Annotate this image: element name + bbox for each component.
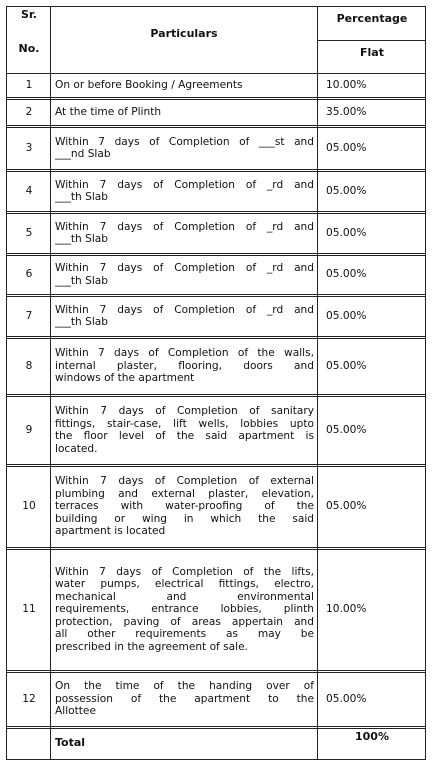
flat-header: Flat (360, 46, 384, 59)
sr-header-line1: Sr. (21, 8, 37, 21)
particulars-text: Within 7 days of Completion of ___st and ___nd Slab (55, 135, 314, 160)
percentage-value: 05.00% (326, 268, 367, 281)
particulars-text: Within 7 days of Completion of the lifts, water pumps, electrical fittings, electro, mechanical and environmental requirements, entrance lobbies, plinth protection, paving of areas appertain and all other requirements as may be prescribed in the agreement of sale. (55, 565, 314, 653)
particulars-text: On or before Booking / Agreements (55, 78, 243, 91)
sr-number: 4 (25, 184, 33, 197)
total-label: Total (55, 735, 86, 749)
particulars-text: Within 7 days of Completion of the walls, internal plaster, flooring, doors and windows of the apartment (55, 347, 314, 385)
sr-number: 6 (25, 268, 33, 281)
particulars-text: Within 7 days of Completion of _rd and ___th Slab (55, 262, 314, 287)
percentage-value: 05.00% (326, 309, 367, 322)
percentage-value: 05.00% (326, 141, 367, 154)
particulars-text: Within 7 days of Completion of external plumbing and external plaster, elevation, terraces with water-proofing of the building or wing in which the said apartment is located (55, 475, 314, 538)
percentage-value: 05.00% (326, 423, 367, 436)
percentage-value: 05.00% (326, 359, 367, 372)
sr-number: 12 (22, 692, 36, 705)
percentage-value: 05.00% (326, 184, 367, 197)
total-value: 100% (355, 730, 389, 743)
particulars-text: Within 7 days of Completion of _rd and ___th Slab (55, 303, 314, 328)
sr-number: 3 (25, 141, 33, 154)
percentage-value: 10.00% (326, 603, 367, 616)
percentage-header: Percentage (336, 12, 408, 25)
sr-header-line2: No. (18, 42, 40, 55)
particulars-text: At the time of Plinth (55, 105, 162, 118)
percentage-value: 05.00% (326, 226, 367, 239)
sr-number: 2 (25, 105, 33, 118)
sr-number: 10 (22, 500, 36, 513)
particulars-text: Within 7 days of Completion of _rd and ___th Slab (55, 178, 314, 203)
percentage-value: 35.00% (326, 105, 367, 118)
sr-number: 9 (25, 423, 33, 436)
percentage-value: 05.00% (326, 500, 367, 513)
sr-number: 1 (25, 78, 33, 91)
sr-number: 11 (22, 603, 36, 616)
particulars-text: Within 7 days of Completion of _rd and ___th Slab (55, 220, 314, 245)
particulars-text: Within 7 days of Completion of sanitary fittings, stair-case, lift wells, lobbies upto the floor level of the said apartment is located. (55, 405, 314, 455)
sr-number: 7 (25, 309, 33, 322)
particulars-text: On the time of the handing over of possession of the apartment to the Allottee (55, 680, 314, 718)
percentage-value: 05.00% (326, 692, 367, 705)
particulars-header: Particulars (150, 27, 218, 40)
percentage-value: 10.00% (326, 78, 367, 91)
sr-number: 8 (25, 359, 33, 372)
header-subdivider (317, 40, 425, 41)
payment-schedule-table (6, 6, 426, 760)
sr-number: 5 (25, 226, 33, 239)
